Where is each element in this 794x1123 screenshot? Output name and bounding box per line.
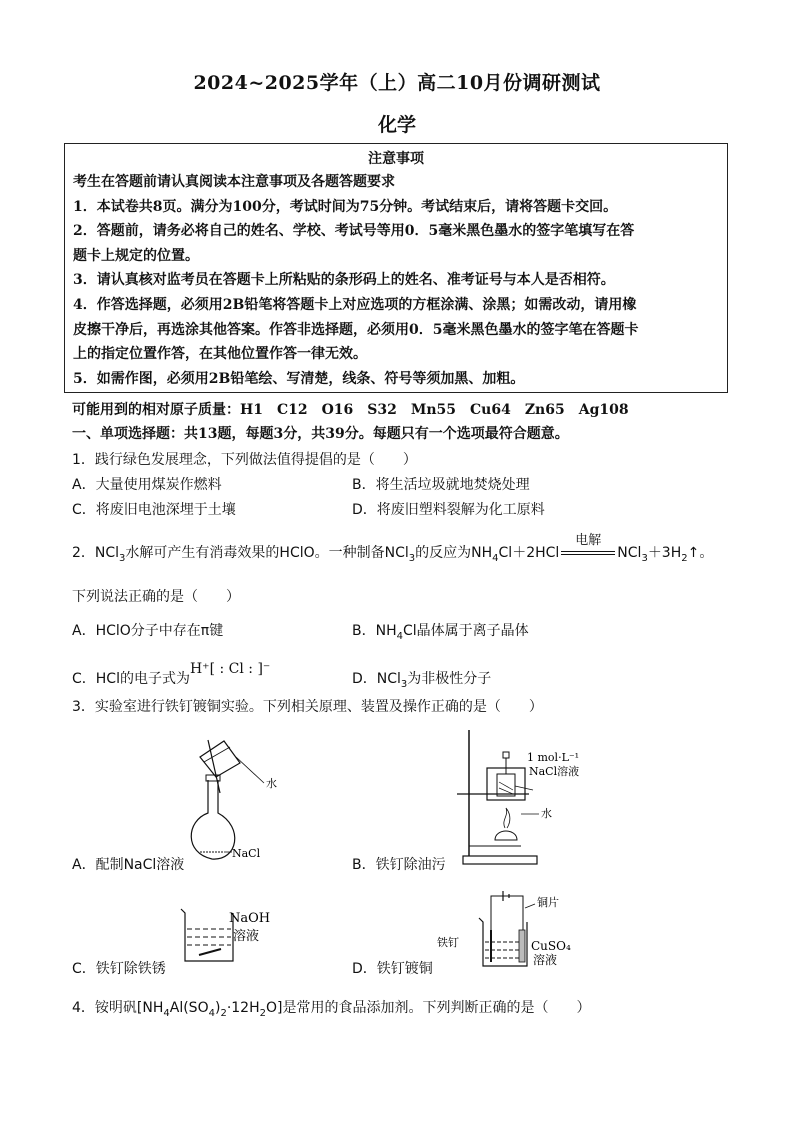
notice-heading: 注意事项	[368, 151, 424, 167]
notice-item: 5．如需作图，必须用2B铅笔绘、写清楚，线条、符号等须加黑、加粗。	[73, 370, 525, 387]
q2-question: 下列说法正确的是（ ）	[72, 589, 240, 605]
notice-intro: 考生在答题前请认真阅读本注意事项及各题答题要求	[73, 174, 395, 190]
figure-a-flask	[160, 735, 300, 865]
q4-stem: 4．铵明矾$[NH_4Al(SO_4)_2\cdot 12H_2O]$是常用的食品添加剂。下列判断正确的是（ ）	[72, 1000, 591, 1019]
exam-title: 2024~2025学年（上）高二10月份调研测试	[193, 72, 601, 94]
figure-c-beaker	[175, 905, 285, 965]
q1-stem: 1．践行绿色发展理念，下列做法值得提倡的是（ ）	[72, 452, 417, 468]
q3-option-b: B．铁钉除油污	[352, 857, 446, 873]
q1-option-d: D．将废旧塑料裂解为化工原料	[352, 502, 545, 518]
figure-b-heating-apparatus	[455, 728, 595, 868]
atomic-masses: 可能用到的相对原子质量：H1 C12 O16 S32 Mn55 Cu64 Zn65 Ag108	[72, 402, 629, 418]
label-nail: 铁钉	[437, 936, 459, 949]
q2-option-a: A．HClO分子中存在π键	[72, 623, 224, 639]
label-concentration: 1 mol·L⁻¹	[527, 751, 580, 764]
q2-option-c: C．HCl的电子式为H⁺[ : Cl : ]⁻	[72, 661, 271, 687]
q3-option-d: D．铁钉镀铜	[352, 961, 433, 977]
notice-item: 1．本试卷共8页。满分为100分，考试时间为75分钟。考试结束后，请将答题卡交回。	[73, 198, 618, 215]
notice-item: 皮擦干净后，再选涂其他答案。作答非选择题，必须用0．5毫米黑色墨水的签字笔在答题卡	[73, 321, 639, 338]
label-water: 水	[266, 777, 277, 790]
notice-item: 4．作答选择题，必须用2B铅笔将答题卡上对应选项的方框涂满、涂黑；如需改动，请用橡	[73, 296, 637, 313]
label-water: 水	[541, 807, 552, 820]
q2-option-d: D．NCl$_3$为非极性分子	[352, 671, 492, 690]
notice-box	[64, 143, 728, 393]
q1-option-b: B．将生活垃圾就地焚烧处理	[352, 477, 530, 493]
subject-title: 化学	[377, 114, 416, 136]
q3-option-a: A．配制NaCl溶液	[72, 857, 185, 873]
figure-d-electroplating	[435, 890, 575, 970]
section-heading: 一、单项选择题：共13题，每题3分，共39分。每题只有一个选项最符合题意。	[72, 426, 569, 442]
label-solution: 溶液	[533, 953, 558, 967]
q2-option-b: B．$NH_4Cl$晶体属于离子晶体	[352, 623, 529, 642]
q2-stem: 2．NCl$_3$水解可产生有消毒效果的HClO。一种制备NCl$_3$的反应为$NH_4Cl+2HCl$ 电解 $NCl_3+3H_2↑$。	[72, 533, 714, 564]
notice-item: 2．答题前，请务必将自己的姓名、学校、考试号等用0．5毫米黑色墨水的签字笔填写在答	[73, 223, 635, 240]
label-naoh: NaOH	[229, 911, 271, 926]
q1-option-a: A．大量使用煤炭作燃料	[72, 477, 222, 493]
label-cuso4: CuSO₄	[531, 939, 571, 953]
q3-stem: 3．实验室进行铁钉镀铜实验。下列相关原理、装置及操作正确的是（ ）	[72, 699, 543, 715]
notice-item: 题卡上规定的位置。	[73, 247, 199, 264]
q3-option-c: C．铁钉除铁锈	[72, 961, 166, 977]
notice-item: 上的指定位置作答，在其他位置作答一律无效。	[73, 346, 367, 363]
q1-option-c: C．将废旧电池深埋于土壤	[72, 502, 236, 518]
label-solution: 溶液	[233, 929, 260, 944]
label-nacl-solution: NaCl溶液	[529, 765, 580, 778]
electrolysis-arrow: 电解	[559, 545, 617, 561]
label-copper: 铜片	[537, 896, 559, 909]
label-nacl: NaCl	[232, 847, 261, 860]
electron-formula: H⁺[ : Cl : ]⁻	[189, 661, 271, 677]
notice-item: 3．请认真核对监考员在答题卡上所粘贴的条形码上的姓名、准考证号与本人是否相符。	[73, 272, 615, 289]
